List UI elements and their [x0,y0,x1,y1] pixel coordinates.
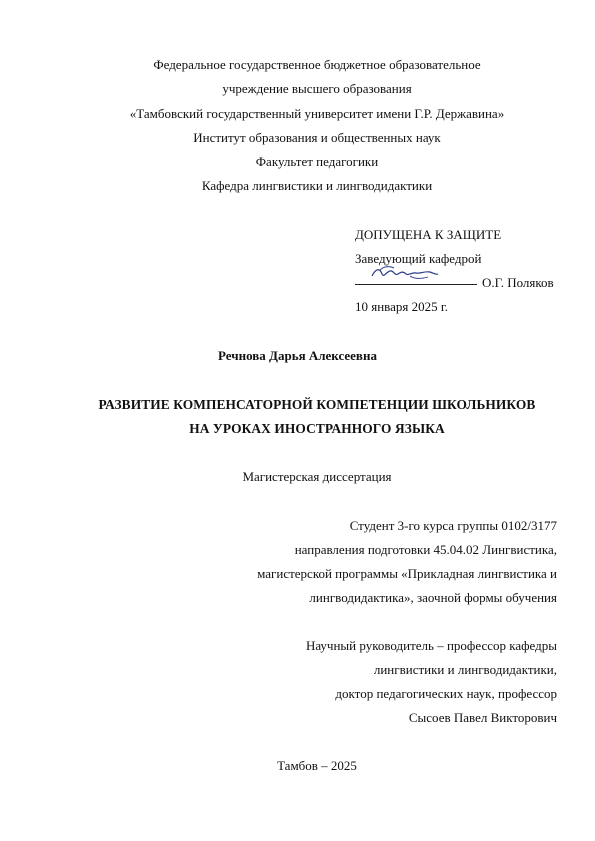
header-line-institute: Институт образования и общественных наук [193,130,441,145]
supervisor-line3: доктор педагогических наук, профессор [335,686,557,701]
header-line-federal: Федеральное государственное бюджетное образовательное [153,57,481,72]
supervisor-line2: лингвистики и лингводидактики, [373,662,557,677]
approval-role: Заведующий кафедрой [355,251,482,266]
thesis-title-line1: РАЗВИТИЕ КОМПЕНСАТОРНОЙ КОМПЕТЕНЦИИ ШКОЛЬНИКОВ [98,397,536,412]
signature-line [355,284,477,285]
approval-head-name: О.Г. Поляков [482,275,554,290]
city-year: Тамбов – 2025 [277,758,357,773]
student-info-line1: Студент 3-го курса группы 0102/3177 [349,518,557,533]
student-info-line2: направления подготовки 45.04.02 Лингвистика, [294,542,557,557]
header-line-department: Кафедра лингвистики и лингводидактики [201,178,433,193]
approval-date: 10 января 2025 г. [355,299,449,314]
student-info-line3: магистерской программы «Прикладная лингвистика и [257,566,557,581]
supervisor-line1: Научный руководитель – профессор кафедры [305,638,557,653]
thesis-title-line2: НА УРОКАХ ИНОСТРАННОГО ЯЗЫКА [189,421,445,436]
student-info-line4: лингводидактика», заочной формы обучения [309,590,557,605]
header-line-faculty: Факультет педагогики [255,154,379,169]
supervisor-name: Сысоев Павел Викторович [408,710,557,725]
header-line-university: «Тамбовский государственный университет имени Г.Р. Державина» [129,106,505,121]
signature-image [370,262,440,284]
header-line-institution-type: учреждение высшего образования [222,81,412,96]
author-name: Речнова Дарья Алексеевна [218,348,377,363]
work-type: Магистерская диссертация [242,469,392,484]
approval-status: ДОПУЩЕНА К ЗАЩИТЕ [355,227,502,242]
